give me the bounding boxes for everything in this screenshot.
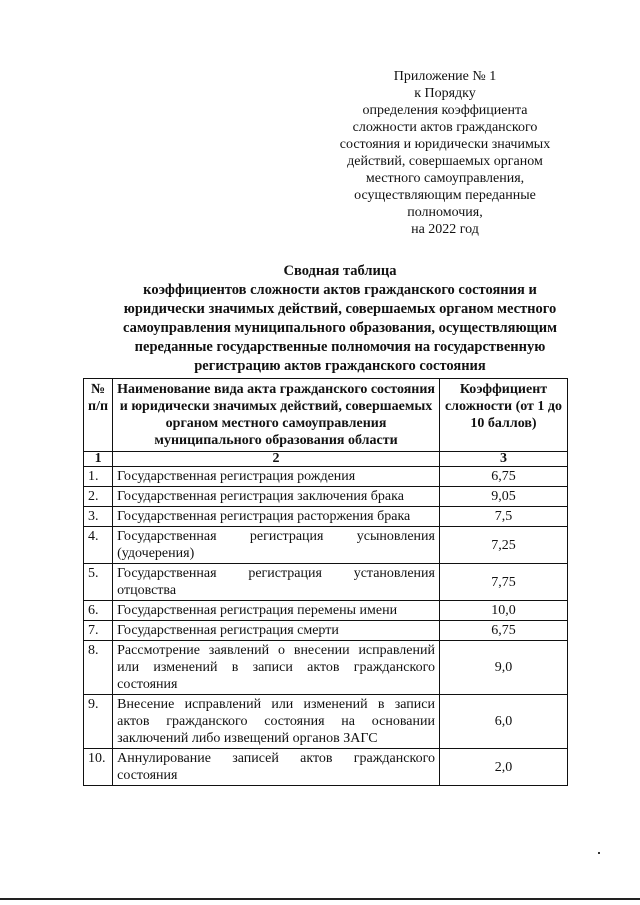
title-line: регистрацию актов гражданского состояния: [194, 358, 486, 374]
title-line: юридически значимых действий, совершаемых органом местного: [123, 301, 557, 317]
appendix-line: осуществляющим переданные: [354, 188, 536, 203]
row-coefficient: 6,0: [439, 695, 567, 749]
appendix-line: полномочия,: [407, 205, 483, 220]
appendix-line: сложности актов гражданского: [352, 120, 538, 135]
row-coefficient: 2,0: [439, 749, 567, 786]
row-number: 3.: [84, 507, 113, 527]
table-row: [84, 749, 568, 786]
appendix-line: к Порядку: [414, 86, 476, 101]
column-number: 3: [439, 452, 567, 467]
appendix-line: действий, совершаемых органом: [347, 154, 543, 169]
table-row: [84, 467, 568, 487]
column-number: 2: [113, 452, 440, 467]
row-coefficient: 6,75: [439, 467, 567, 487]
appendix-line: на 2022 год: [411, 222, 479, 237]
row-number: 6.: [84, 601, 113, 621]
scan-speck: [598, 852, 600, 854]
row-name: Аннулирование записей актов гражданского состояния: [113, 749, 440, 786]
row-number: 7.: [84, 621, 113, 641]
appendix-header: [330, 68, 560, 238]
row-coefficient: 7,5: [439, 507, 567, 527]
scan-edge-line: [0, 898, 640, 900]
table-row: [84, 487, 568, 507]
row-number: 8.: [84, 641, 113, 695]
row-number: 4.: [84, 527, 113, 564]
column-numbers-row: [84, 452, 568, 467]
table-row: [84, 621, 568, 641]
appendix-line: определения коэффициента: [362, 103, 528, 118]
row-name: Государственная регистрация расторжения брака: [113, 507, 440, 527]
row-name: Государственная регистрация заключения брака: [113, 487, 440, 507]
table-row: [84, 695, 568, 749]
table-row: [84, 641, 568, 695]
row-name: Государственная регистрация усыновления (удочерения): [113, 527, 440, 564]
row-coefficient: 9,05: [439, 487, 567, 507]
header-number: № п/п: [84, 379, 113, 452]
row-coefficient: 6,75: [439, 621, 567, 641]
appendix-line: состояния и юридически значимых: [339, 137, 551, 152]
row-coefficient: 9,0: [439, 641, 567, 695]
row-coefficient: 10,0: [439, 601, 567, 621]
row-number: 5.: [84, 564, 113, 601]
document-title: [60, 262, 620, 376]
table-row: [84, 527, 568, 564]
table-header-row: [84, 379, 568, 452]
table-row: [84, 507, 568, 527]
column-number: 1: [84, 452, 113, 467]
table-row: [84, 601, 568, 621]
row-name: Рассмотрение заявлений о внесении исправлений или изменений в записи актов гражданского состояния: [113, 641, 440, 695]
row-coefficient: 7,25: [439, 527, 567, 564]
row-number: 1.: [84, 467, 113, 487]
row-number: 9.: [84, 695, 113, 749]
row-name: Государственная регистрация перемены имени: [113, 601, 440, 621]
appendix-line: Приложение № 1: [393, 69, 497, 84]
appendix-line: местного самоуправления,: [365, 171, 525, 186]
row-name: Государственная регистрация рождения: [113, 467, 440, 487]
row-number: 10.: [84, 749, 113, 786]
row-number: 2.: [84, 487, 113, 507]
row-name: Государственная регистрация смерти: [113, 621, 440, 641]
title-line: коэффициентов сложности актов гражданского состояния и: [143, 282, 537, 298]
row-coefficient: 7,75: [439, 564, 567, 601]
title-line: самоуправления муниципального образования, осуществляющим: [123, 320, 557, 336]
row-name: Государственная регистрация установления отцовства: [113, 564, 440, 601]
row-name: Внесение исправлений или изменений в записи актов гражданского состояния на основании заключений либо извещений органов ЗАГС: [113, 695, 440, 749]
header-name: Наименование вида акта гражданского состояния и юридически значимых действий, совершаемых органом местного самоуправления муниципального образования области: [113, 379, 440, 452]
title-line: переданные государственные полномочия на государственную: [134, 339, 546, 355]
title-line: Сводная таблица: [283, 263, 397, 279]
table-row: [84, 564, 568, 601]
header-coefficient: Коэффициент сложности (от 1 до 10 баллов): [439, 379, 567, 452]
coefficients-table: [83, 378, 568, 786]
